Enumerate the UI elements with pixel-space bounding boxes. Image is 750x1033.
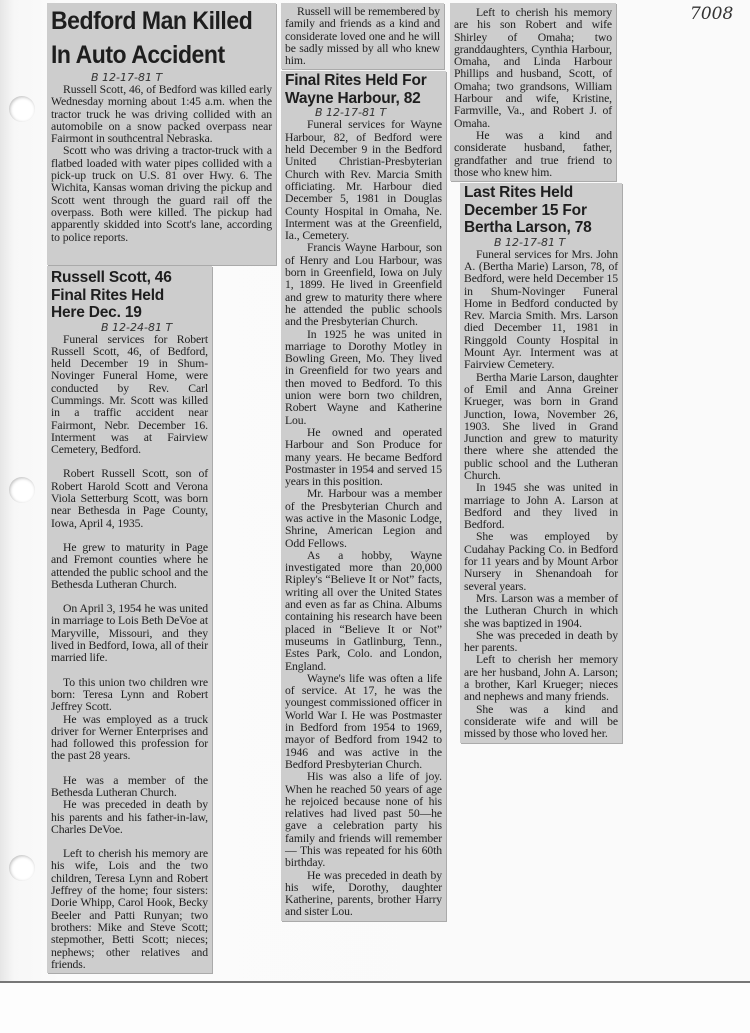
paragraph: In 1945 she was united in marriage to John A. Larson at Bedford and they lived in Bedford. xyxy=(464,481,618,532)
headline: Bedford Man Killed xyxy=(51,7,253,35)
column-left xyxy=(47,3,276,973)
clipping-bertha-larson xyxy=(460,183,622,742)
paragraph: Scott who was driving a tractor-truck with a flatbed loaded with water pipes collided with a pick-up truck on U.S. 81 over Hwy. 6. The Wichita, Kansas woman driving the pickup and Scott went through the guard rail off the overpass. Both were killed. The pickup had apparently skidded into Scott's lane, according to police reports. xyxy=(51,144,272,244)
date-stamp: B 12-17-81 T xyxy=(91,71,163,84)
clipping-auto-accident xyxy=(47,3,276,265)
punch-hole xyxy=(9,96,35,122)
page-number: 7008 xyxy=(690,4,734,24)
paragraph: His was also a life of joy. When he reached 50 years of age he rejoiced because none of his relatives had lived past 50—he gave a celebration party his family and friends will remember— This was repeated for his 60th birthday. xyxy=(285,770,442,870)
paragraph: He grew to maturity in Page and Fremont counties where he attended the public school and the Bethesda Lutheran Church. xyxy=(51,540,208,591)
clipping-wayne-harbour xyxy=(281,71,446,920)
paragraph: Robert Russell Scott, son of Robert Harold Scott and Verona Viola Setterburg Scott, was born near Bethesda in Page County, Iowa, April 4, 1935. xyxy=(51,467,208,530)
headline: Final Rites Held xyxy=(51,286,165,304)
paragraph: On April 3, 1954 he was united in marriage to Lois Beth DeVoe at Maryville, Missouri, and they lived in Bedford, Iowa, all of their married life. xyxy=(51,602,208,665)
paragraph: Mrs. Larson was a member of the Lutheran Church in which she was baptized in 1904. xyxy=(464,591,618,630)
paragraph: Bertha Marie Larson, daughter of Emil and Anna Greiner Krueger, was born in Grand Junction, Iowa, November 26, 1903. She lived in Grand Junction and grew to maturity there where she attended the public school and the Lutheran Church. xyxy=(464,370,618,482)
paragraph: He owned and operated Harbour and Son Produce for many years. He became Bedford Postmaster in 1954 and served 15 years in this position. xyxy=(285,425,442,489)
paragraph: To this union two children wre born: Teresa Lynn and Robert Jeffrey Scott. xyxy=(51,675,208,714)
paragraph: He was employed as a truck driver for Werner Enterprises and had followed this profession for the past 28 years. xyxy=(51,712,208,763)
headline: Final Rites Held For xyxy=(285,72,427,90)
clipping-russell-scott-continued xyxy=(281,3,444,69)
clipping-russell-scott-rites xyxy=(47,266,212,973)
headline: In Auto Accident xyxy=(51,41,225,69)
column-right xyxy=(450,3,622,743)
date-stamp: B 12-24-81 T xyxy=(101,320,173,334)
paragraph: Russell Scott, 46, of Bedford was killed early Wednesday morning about 1:45 a.m. when the tractor truck he was driving collided with an automobile on a snow packed overpass near Fairmont in southcentral Nebraska. xyxy=(51,83,272,146)
column-middle xyxy=(281,3,446,921)
paragraph: In 1925 he was united in marriage to Dorothy Motley in Bowling Green, Mo. They lived in Greenfield for two years and then moved to Bedford. To this union were born two children, Robert Wayne and Katherine Lou. xyxy=(285,327,442,427)
paragraph: He was a kind and considerate husband, father, grandfather and true friend to those who knew him. xyxy=(454,128,612,179)
paragraph: She was employed by Cudahay Packing Co. in Bedford for 11 years and by Mount Arbor Nursery in Shenandoah for several years. xyxy=(464,530,618,593)
paragraph: Left to cherish his memory are his son Robert and wife Shirley of Omaha; two granddaughters, Cynthia Harbour, Omaha, and Linda Harbour Phillips and husband, Scott, of Omaha; two grandsons, William Harbour and wife, Kristine, Farmville, Va., and Robert J. of Omaha. xyxy=(454,6,612,130)
paragraph: Funeral services for Robert Russell Scott, 46, of Bedford, held December 19 in Shum-Novinger Funeral Home, were conducted by Rev. Carl Cummings. Mr. Scott was killed in a traffic accident near Fairmont, Nebr. December 16. Interment was at Fairview Cemetery, Bedford. xyxy=(51,332,208,457)
punch-hole xyxy=(9,477,35,503)
paragraph: As a hobby, Wayne investigated more than 20,000 Ripley's “Believe It or Not” facts, writing all over the United States and even as far as China. Albums containing his research have been placed in “Believe It or Not” museums in Gatlinburg, Tenn., Estes Park, Colo. and London, England. xyxy=(285,548,442,673)
paragraph: She was preceded in death by her parents. xyxy=(464,628,618,655)
paragraph: He was preceded in death by his parents and his father-in-law, Charles DeVoe. xyxy=(51,798,208,836)
paragraph: Funeral services for Mrs. John A. (Bertha Marie) Larson, 78, of Bedford, were held December 15 in Shum-Novinger Funeral Home in Bedford conducted by Rev. Marcia Smith. Mrs. Larson died December 11, 1981 in Ringgold County Hospital in Mount Ayr. Interment was at Fairview Cemetery. xyxy=(464,247,618,372)
paragraph: Left to cherish her memory are her husband, John A. Larson; a brother, Karl Krueger; nieces and nephews and many friends. xyxy=(464,653,618,704)
clipping-wayne-harbour-continued xyxy=(450,3,616,181)
headline: Wayne Harbour, 82 xyxy=(285,89,421,107)
paragraph: She was a kind and considerate wife and will be missed by those who loved her. xyxy=(464,702,618,741)
paragraph: Francis Wayne Harbour, son of Henry and Lou Harbour, was born in Greenfield, Iowa on July 1, 1899. He lived in Greenfield and grew to maturity there where he attended the public schools and the Presbyterian Church. xyxy=(285,241,442,329)
paragraph: He was preceded in death by his wife, Dorothy, daughter Katherine, parents, brother Harry and sister Lou. xyxy=(285,868,442,919)
punch-hole xyxy=(9,855,35,881)
headline: Russell Scott, 46 xyxy=(51,269,172,286)
date-stamp: B 12-17-81 T xyxy=(494,235,566,249)
headline: Bertha Larson, 78 xyxy=(464,219,592,237)
paragraph: Russell will be remembered by family and friends as a kind and considerate loved one and he will be sadly missed by all who knew him. xyxy=(285,5,440,68)
headline: Last Rites Held xyxy=(464,184,573,202)
headline: December 15 For xyxy=(464,201,587,219)
paragraph: He was a member of the Bethesda Lutheran Church. xyxy=(51,773,208,799)
date-stamp: B 12-17-81 T xyxy=(315,106,387,120)
paragraph: Funeral services for Wayne Harbour, 82, of Bedford were held December 9 in the Bedford United Christian-Presbyterian Church with Rev. Marcia Smith officiating. Mr. Harbour died December 5, 1981 in Douglas County Hospital in Omaha, Ne. Interment was at the Greenfield, Ia., Cemetery. xyxy=(285,118,442,243)
paragraph: Wayne's life was often a life of service. At 17, he was the youngest commissioned officer in World War I. He was Postmaster in Bedford from 1954 to 1969, mayor of Bedford from 1942 to 1946 and was active in the Bedford Presbyterian Church. xyxy=(285,671,442,771)
paragraph: Mr. Harbour was a member of the Presbyterian Church and was active in the Masonic Lodge, Shrine, American Legion and Odd Fellows. xyxy=(285,487,442,550)
headline: Here Dec. 19 xyxy=(51,304,142,321)
paragraph: Left to cherish his memory are his wife, Lois and the two children, Teresa Lynn and Robert Jeffrey of the home; four sisters: Dorie Whipp, Carol Hook, Becky Beeler and Patti Runyan; two brothers: Mike and Steve Scott; stepmother, Betti Scott; nieces; nephews; other relatives and friends. xyxy=(51,847,208,971)
